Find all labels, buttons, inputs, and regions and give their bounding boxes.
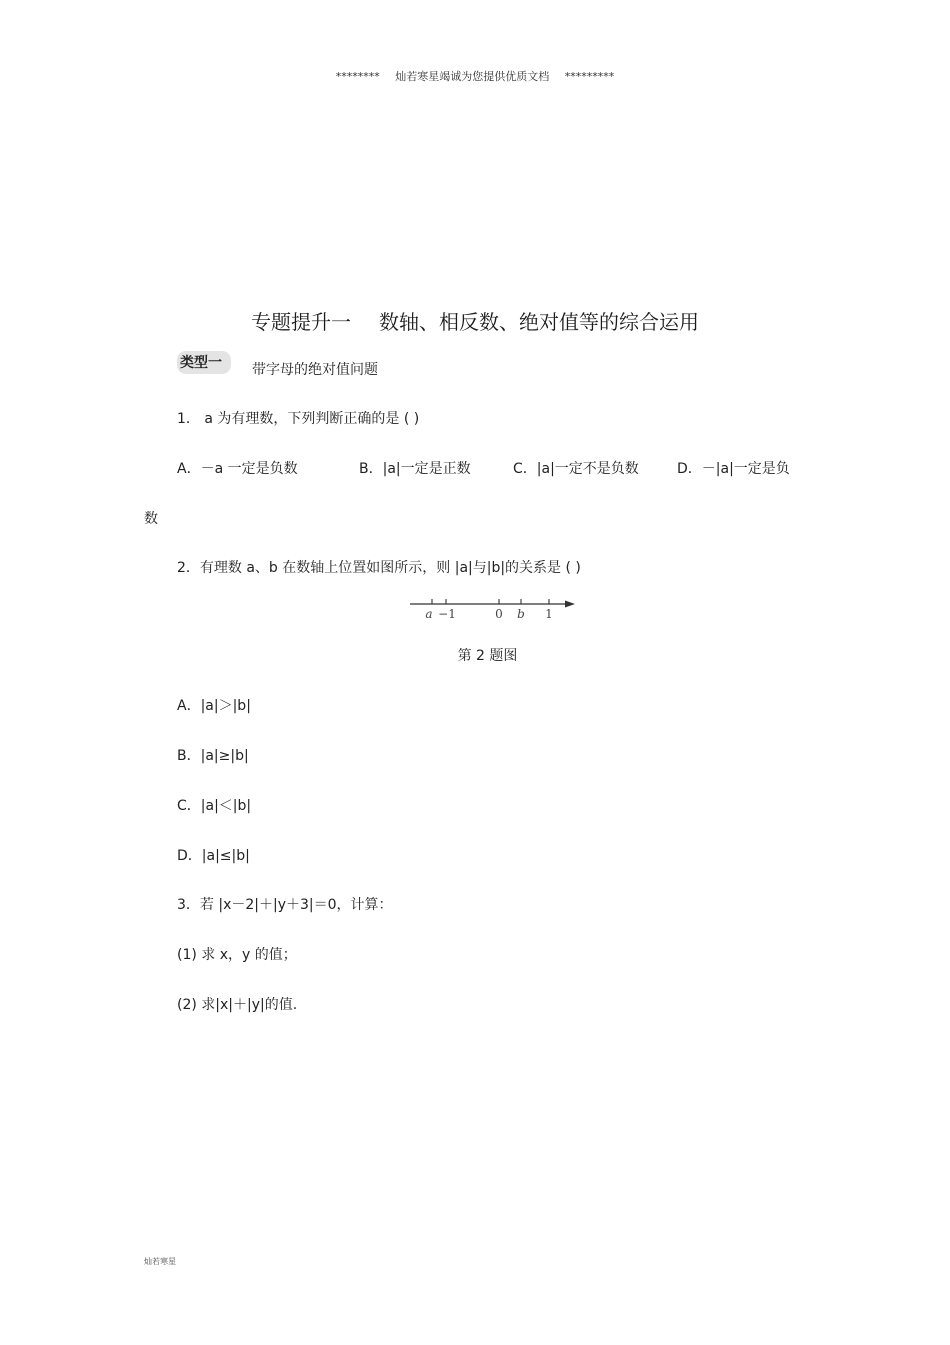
page-footer: 灿若寒星	[144, 1257, 176, 1266]
title-part-2: 数轴、相反数、绝对值等的综合运用	[379, 310, 699, 334]
label-minus-1: −1	[438, 607, 456, 621]
header-stars-left: ********	[335, 70, 380, 83]
question-1-option-d-continuation: 数	[144, 511, 158, 527]
question-1-stem: 1． a 为有理数，下列判断正确的是 ( )	[177, 411, 420, 427]
label-a: a	[425, 607, 433, 621]
question-1-option-d: D．－|a|一定是负	[677, 461, 790, 477]
question-2-option-c: C．|a|＜|b|	[177, 798, 252, 814]
question-1-option-c: C．|a|一定不是负数	[513, 461, 639, 477]
question-2-option-a: A．|a|＞|b|	[177, 698, 251, 714]
question-3-part-1: (1) 求 x，y 的值；	[177, 947, 297, 963]
question-2-stem: 2．有理数 a、b 在数轴上位置如图所示，则 |a|与|b|的关系是 ( )	[177, 560, 581, 576]
label-0: 0	[495, 607, 503, 621]
label-b: b	[517, 607, 525, 621]
label-1: 1	[545, 607, 553, 621]
page-title	[0, 306, 950, 335]
question-3-stem: 3．若 |x－2|＋|y＋3|＝0，计算：	[177, 897, 393, 913]
question-3-part-2: (2) 求|x|＋|y|的值.	[177, 997, 298, 1013]
figure-caption: 第 2 题图	[457, 648, 518, 664]
question-2-option-b: B．|a|≥|b|	[177, 748, 249, 764]
header-stars-right: *********	[564, 70, 615, 83]
title-part-1: 专题提升一	[251, 310, 351, 334]
section-badge: 类型一	[177, 351, 231, 374]
header-text: 灿若寒星竭诚为您提供优质文档	[395, 70, 550, 83]
section-heading: 带字母的绝对值问题	[252, 362, 378, 378]
question-2-option-d: D．|a|≤|b|	[177, 848, 250, 864]
page-header	[0, 68, 950, 84]
number-line-arrow	[565, 601, 575, 608]
question-1-option-b: B．|a|一定是正数	[359, 461, 471, 477]
question-1-option-a: A．－a 一定是负数	[177, 461, 298, 477]
number-line-figure	[405, 593, 580, 623]
